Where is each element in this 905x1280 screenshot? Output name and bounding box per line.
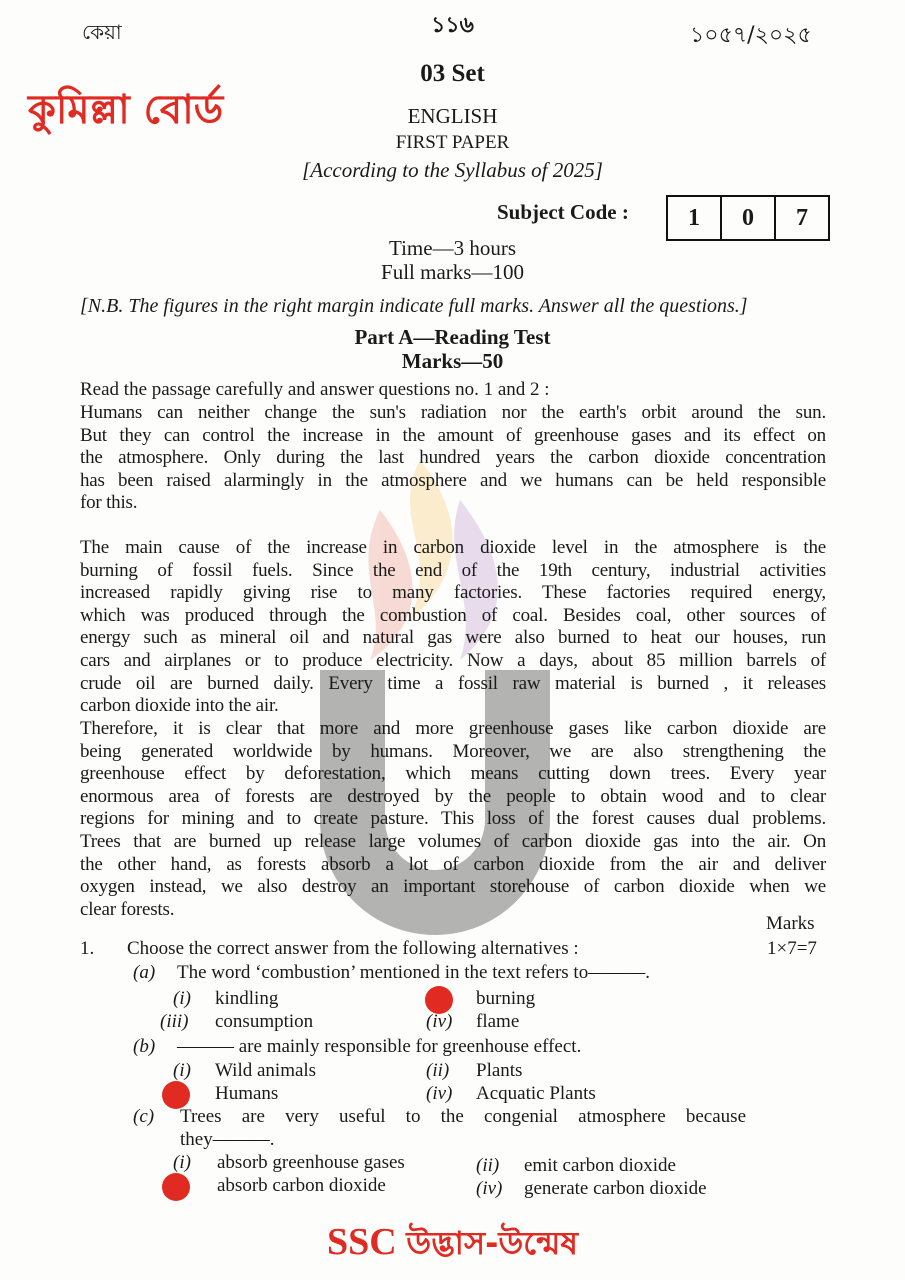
option-label: (i) (173, 988, 191, 1009)
footer-brand (0, 1218, 905, 1272)
footer-brand-bn: উদ্ভাস-উন্মেষ (406, 1224, 579, 1262)
subject-title: ENGLISH (407, 104, 498, 128)
passage-line: the atmosphere. Only during the last hundred years the carbon dioxide concentration (80, 447, 826, 469)
passage-line: crude oil are burned daily. Every time a fossil raw material is burned , it releases (80, 672, 826, 694)
item-label: (a) (133, 962, 156, 983)
part-title: Part A—Reading Test (354, 325, 551, 349)
item-stem: The word ‘combustion’ mentioned in the text refers to———. (177, 962, 650, 983)
passage-line: energy such as mineral oil and natural gas were also burned to heat our houses, run (80, 627, 826, 649)
time-allowed: Time—3 hours (389, 236, 516, 260)
option-text: absorb carbon dioxide (217, 1175, 386, 1196)
option-label: (iv) (426, 1083, 453, 1104)
passage-line: But they can control the increase in the amount of greenhouse gases and its effect on (80, 424, 826, 446)
passage-line: Therefore, it is clear that more and more greenhouse gases like carbon dioxide are (80, 718, 826, 739)
answer-mark[interactable] (425, 986, 453, 1014)
passage-line: clear forests. (80, 898, 175, 920)
option-text: absorb greenhouse gases (217, 1152, 405, 1173)
question-number: 1. (80, 938, 95, 959)
item-stem: they———. (180, 1129, 275, 1150)
option-text: Plants (476, 1060, 523, 1081)
passage-line: regions for mining and to create pasture. This loss of the forest causes dual problems. (80, 808, 826, 830)
passage-line: for this. (80, 492, 138, 514)
option-label: (ii) (426, 1060, 450, 1081)
passage-line: Humans can neither change the sun's radiation nor the earth's orbit around the sun. (80, 402, 826, 423)
passage-line: The main cause of the increase in carbon dioxide level in the atmosphere is the (80, 537, 826, 558)
passage-line: carbon dioxide into the air. (80, 695, 279, 717)
passage-line: burning of fossil fuels. Since the end of the 19th century, industrial activities (80, 559, 826, 581)
marks-label: Marks (766, 913, 815, 934)
subject-code-digit: 0 (720, 195, 776, 241)
syllabus-note: [According to the Syllabus of 2025] (302, 158, 603, 182)
option-label: (iv) (426, 1011, 453, 1032)
passage-line: enormous area of forests are destroyed by the people to obtain wood and to clear (80, 785, 826, 807)
passage-line: being generated worldwide by humans. Moreover, we are also strengthening the (80, 740, 826, 762)
item-stem: Trees are very useful to the congenial atmosphere because (180, 1106, 746, 1127)
question-prompt: Choose the correct answer from the following alternatives : (127, 938, 579, 959)
footer-brand-ssc: SSC (326, 1221, 397, 1263)
board-stamp: কুমিল্লা বোর্ড (28, 87, 224, 133)
question-marks: 1×7=7 (767, 938, 817, 959)
instruction: Read the passage carefully and answer questions no. 1 and 2 : (80, 379, 550, 400)
passage-line: oxygen instead, we also destroy an important storehouse of carbon dioxide when we (80, 876, 826, 898)
option-label: (i) (173, 1152, 191, 1173)
option-label: (ii) (476, 1155, 500, 1176)
subject-code-label: Subject Code : (497, 200, 629, 224)
item-stem: ——— are mainly responsible for greenhouse effect. (177, 1036, 582, 1057)
left-note: কেয়া (82, 20, 122, 44)
option-text: generate carbon dioxide (524, 1178, 707, 1199)
answer-mark[interactable] (162, 1173, 190, 1201)
passage-line: cars and airplanes or to produce electricity. Now a days, about 85 million barrels of (80, 650, 826, 671)
passage-line: which was produced through the combustion of coal. Besides coal, other sources of (80, 604, 826, 626)
item-label: (b) (133, 1036, 156, 1057)
option-text: kindling (215, 988, 279, 1009)
option-text: Wild animals (215, 1060, 317, 1081)
option-text: consumption (215, 1011, 314, 1032)
full-marks: Full marks—100 (381, 260, 524, 284)
passage-line: has been raised alarmingly in the atmosphere and we humans can be held responsible (80, 469, 826, 491)
set-label: 03 Set (420, 60, 485, 87)
item-label: (c) (133, 1106, 155, 1127)
option-label: (iii) (160, 1011, 189, 1032)
option-label: (i) (173, 1060, 191, 1081)
part-marks: Marks—50 (401, 349, 504, 373)
passage-line: increased rapidly giving rise to many factories. These factories required energy, (80, 582, 826, 604)
option-text: flame (476, 1011, 520, 1032)
passage-line: Trees that are burned up release large volumes of carbon dioxide gas into the air. On (80, 831, 826, 852)
passage-line: greenhouse effect by deforestation, which means cutting down trees. Every year (80, 763, 826, 785)
option-text: Acquatic Plants (476, 1083, 596, 1104)
option-text: Humans (215, 1083, 279, 1104)
passage-line: the other hand, as forests absorb a lot of carbon dioxide from the air and deliver (80, 853, 826, 875)
option-label: (iv) (476, 1178, 503, 1199)
answer-mark[interactable] (162, 1081, 190, 1109)
option-text: emit carbon dioxide (524, 1155, 676, 1176)
option-text: burning (476, 988, 536, 1009)
paper-title: FIRST PAPER (395, 132, 510, 153)
subject-code-digit: 7 (774, 195, 830, 241)
center-note: ১১৬ (431, 13, 474, 38)
subject-code-digit: 1 (666, 195, 722, 241)
reference-number: ১০৫৭/২০২৫ (690, 23, 812, 48)
nb-note: [N.B. The figures in the right margin indicate full marks. Answer all the questions.] (80, 295, 748, 317)
